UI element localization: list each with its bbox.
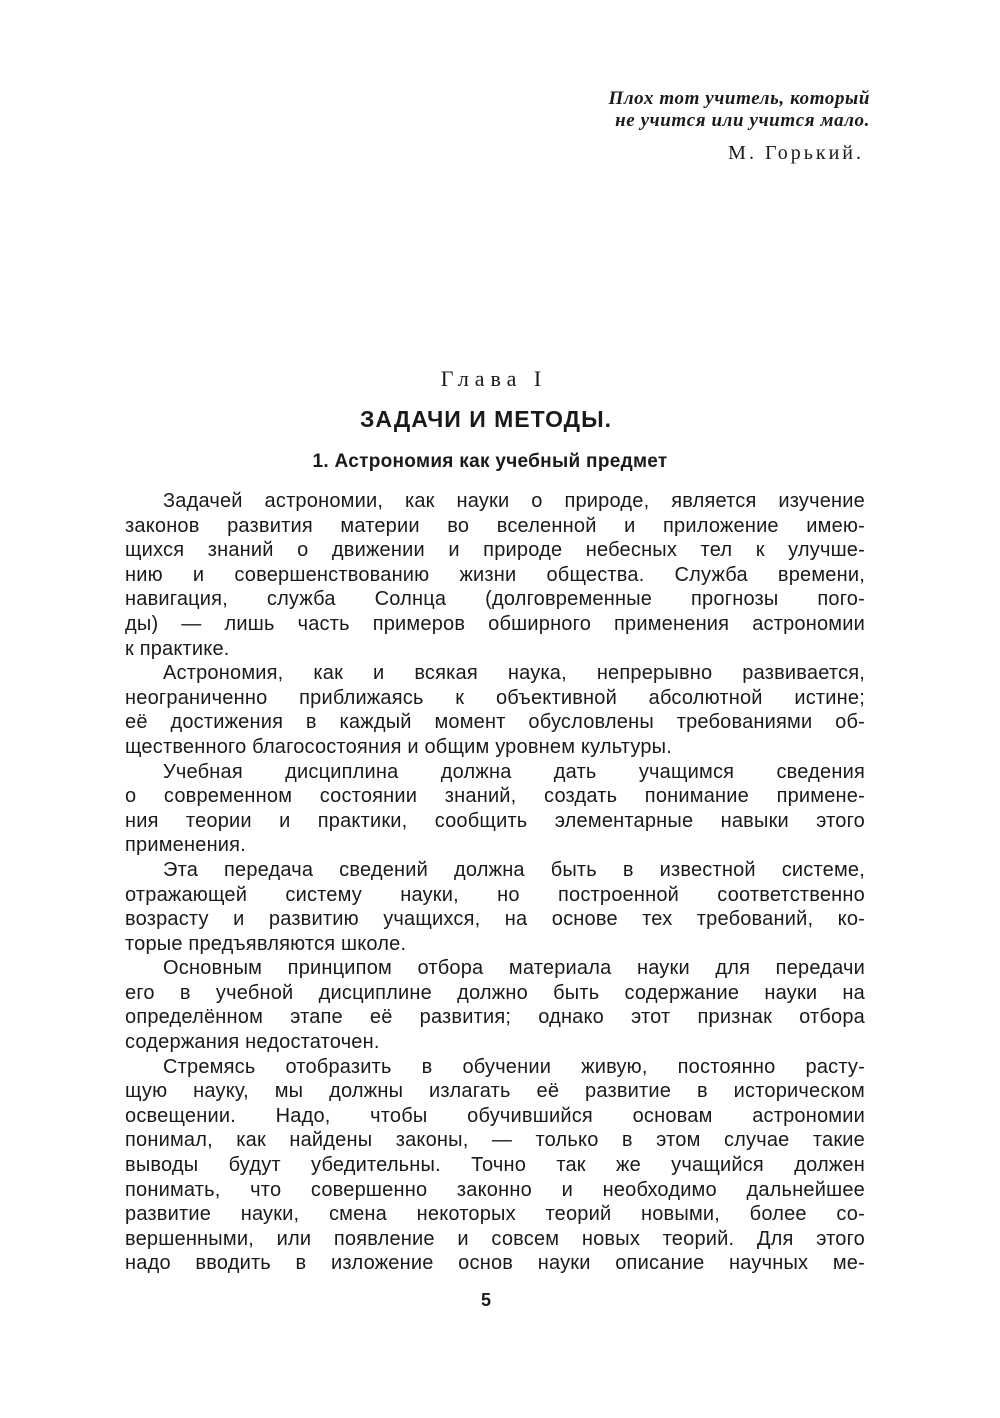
text-line: развитие науки, смена некоторых теорий новыми, более со- — [125, 1203, 865, 1226]
paragraph — [125, 858, 865, 956]
paragraph — [125, 1055, 865, 1276]
text-line: отражающей систему науки, но построенной соответственно — [125, 883, 865, 906]
text-line: нию и совершенствованию жизни общества. Служба времени, — [125, 563, 865, 586]
text-line: Основным принципом отбора материала науки для передачи — [163, 957, 865, 980]
text-line: о современном состоянии знаний, создать понимание примене- — [125, 785, 865, 808]
paragraph — [125, 489, 865, 661]
text-line: содержания недостаточен. — [125, 1031, 380, 1054]
text-line: законов развития материи во вселенной и приложение имею- — [125, 514, 865, 537]
paragraph — [125, 956, 865, 1054]
page-number: 5 — [480, 1290, 491, 1310]
body-text — [125, 489, 865, 1276]
text-line: вершенными, или появление и совсем новых теорий. Для этого — [125, 1227, 865, 1250]
epigraph-author: М. Горький. — [728, 142, 864, 164]
text-line: щую науку, мы должны излагать её развитие в историческом — [125, 1080, 865, 1103]
text-line: Стремясь отобразить в обучении живую, постоянно расту- — [163, 1055, 865, 1078]
epigraph — [560, 88, 870, 165]
paragraph — [125, 661, 865, 759]
text-line: понимал, как найдены законы, — только в этом случае такие — [125, 1129, 865, 1152]
text-line: применения. — [125, 834, 246, 857]
text-line: возрасту и развитию учащихся, на основе тех требований, ко- — [125, 908, 865, 931]
paragraph — [125, 760, 865, 858]
text-line: надо вводить в изложение основ науки описание научных ме- — [125, 1252, 865, 1275]
text-line: её достижения в каждый момент обусловлены требованиями об- — [125, 711, 865, 734]
epigraph-line: Плох тот учитель, который — [608, 88, 870, 109]
text-line: освещении. Надо, чтобы обучившийся основам астрономии — [125, 1104, 865, 1127]
text-line: ды) — лишь часть примеров обширного применения астрономии — [125, 612, 865, 635]
text-line: ния теории и практики, сообщить элементарные навыки этого — [125, 809, 865, 832]
text-line: неограниченно приближаясь к объективной абсолютной истине; — [125, 686, 865, 709]
text-line: понимать, что совершенно законно и необходимо дальнейшее — [125, 1178, 865, 1201]
text-line: выводы будут убедительны. Точно так же учащийся должен — [125, 1154, 865, 1177]
chapter-title: ЗАДАЧИ И МЕТОДЫ. — [360, 406, 612, 432]
text-line: щественного благосостояния и общим уровнем культуры. — [125, 735, 672, 758]
text-line: Задачей астрономии, как науки о природе, является изучение — [163, 490, 865, 512]
text-line: Эта передача сведений должна быть в известной системе, — [163, 858, 865, 881]
epigraph-line: не учится или учится мало. — [615, 110, 870, 131]
text-line: определённом этапе её развития; однако этот признак отбора — [125, 1006, 865, 1029]
text-line: щихся знаний о движении и природе небесных тел к улучше- — [125, 539, 865, 562]
text-line: Учебная дисциплина должна дать учащимся сведения — [163, 760, 865, 783]
text-line: торые предъявляются школе. — [125, 932, 407, 955]
text-line: Астрономия, как и всякая наука, непрерывно развивается, — [163, 662, 865, 685]
text-line: навигация, служба Солнца (долговременные прогнозы пого- — [125, 588, 865, 611]
text-line: к практике. — [125, 637, 230, 660]
section-title: 1. Астрономия как учебный предмет — [312, 451, 668, 472]
chapter-label: Глава I — [440, 366, 548, 391]
text-line: его в учебной дисциплине должно быть содержание науки на — [125, 981, 865, 1004]
